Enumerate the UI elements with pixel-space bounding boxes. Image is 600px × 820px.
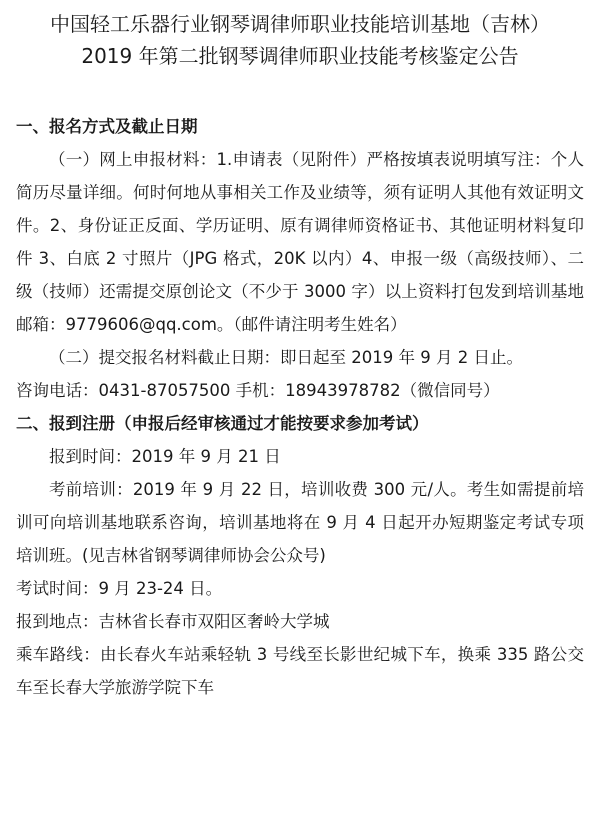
report-location: 报到地点：吉林省长春市双阳区奢岭大学城 — [16, 612, 330, 631]
report-time: 报到时间：2019 年 9 月 21 日 — [49, 447, 281, 466]
pre-exam-training: 考前培训：2019 年 9 月 22 日，培训收费 300 元/人。考生如需提前培训可向培训基地联系咨询，培训基地将在 9 月 4 日起开办短期鉴定考试专项培训班。(见吉林省钢琴调律师协会公众号) — [16, 480, 584, 565]
section-1-online-materials: （一）网上申报材料：1.申请表（见附件）严格按填表说明填写注：个人简历尽量详细。何时何地从事相关工作及业绩等，须有证明人其他有效证明文件。2、身份证正反面、学历证明、原有调律师资格证书、其他证明材料复印件 3、白底 2 寸照片（JPG 格式，20K 以内）4、申报一级（高级技师）、二级（技师）还需提交原创论文（不少于 3000 字）以上资料打包发到培训基地邮箱：9779606@qq.com。（邮件请注明考生姓名） — [16, 150, 584, 334]
title-line-1: 中国轻工乐器行业钢琴调律师职业技能培训基地（吉林） — [50, 12, 550, 36]
title-line-2: 2019 年第二批钢琴调律师职业技能考核鉴定公告 — [81, 44, 519, 68]
contact-info: 咨询电话：0431-87057500 手机：18943978782（微信同号） — [16, 381, 500, 400]
section-1-heading: 一、报名方式及截止日期 — [16, 117, 198, 136]
section-2-heading: 二、报到注册（申报后经审核通过才能按要求参加考试） — [16, 414, 429, 433]
section-1-deadline: （二）提交报名材料截止日期：即日起至 2019 年 9 月 2 日止。 — [49, 348, 523, 367]
exam-time: 考试时间：9 月 23-24 日。 — [16, 579, 223, 598]
bus-route: 乘车路线：由长春火车站乘轻轨 3 号线至长影世纪城下车，换乘 335 路公交车至长春大学旅游学院下车 — [16, 645, 584, 697]
